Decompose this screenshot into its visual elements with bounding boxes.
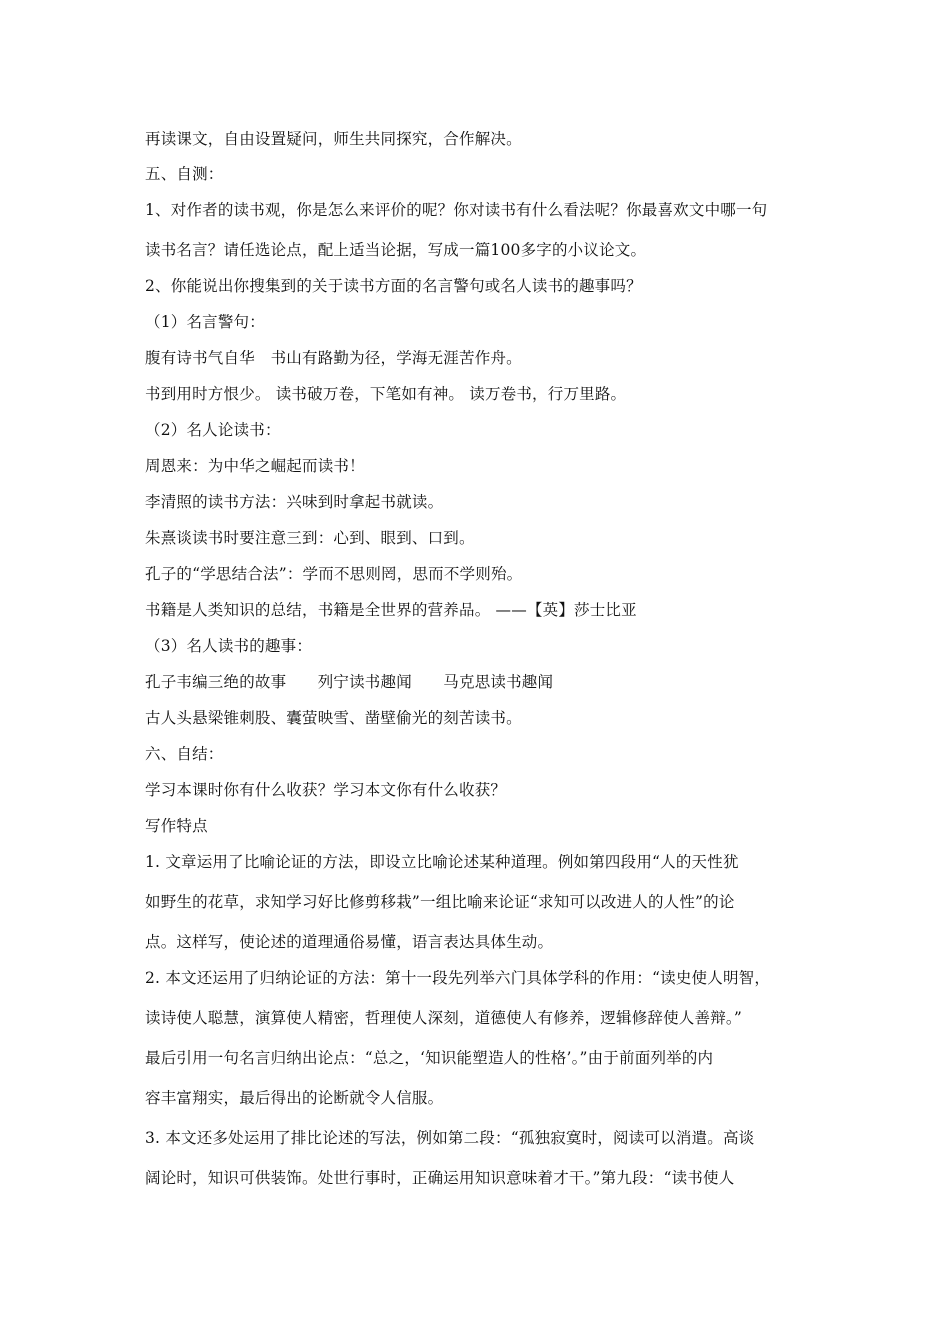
feature-1-line: 点。这样写，使论述的道理通俗易懂，语言表达具体生动。 (145, 933, 554, 951)
subheading-reading-stories: （3）名人读书的趣事： (145, 637, 313, 655)
quote-line: 书到用时方恨少。 读书破万卷，下笔如有神。 读万卷书，行万里路。 (145, 385, 627, 403)
famous-quote-line: 孔子的“学思结合法”：学而不思则罔，思而不学则殆。 (145, 565, 523, 583)
question-2-line: 2、你能说出你搜集到的关于读书方面的名言警句或名人读书的趣事吗？ (145, 277, 642, 295)
feature-2-line: 2. 本文还运用了归纳论证的方法：第十一段先列举六门具体学科的作用：“读史使人明智， (145, 969, 771, 987)
subheading-quotes: （1）名言警句： (145, 313, 265, 331)
feature-2-line: 读诗使人聪慧，演算使人精密，哲理使人深刻，道德使人有修养，逻辑修辞使人善辩。” (145, 1009, 742, 1027)
famous-quote-line: 书籍是人类知识的总结，书籍是全世界的营养品。 ——【英】莎士比亚 (145, 601, 637, 619)
feature-2-line: 容丰富翔实，最后得出的论断就令人信服。 (145, 1089, 444, 1107)
story-line: 孔子韦编三绝的故事 列宁读书趣闻 马克思读书趣闻 (145, 673, 554, 691)
question-1-line: 读书名言？请任选论点，配上适当论据，写成一篇100多字的小议论文。 (145, 241, 647, 259)
famous-quote-line: 朱熹谈读书时要注意三到：心到、眼到、口到。 (145, 529, 475, 547)
section-heading-self-test: 五、自测： (145, 165, 224, 183)
feature-3-line: 3. 本文还多处运用了排比论述的写法，例如第二段：“孤独寂寞时，阅读可以消遣。高谈 (145, 1129, 755, 1147)
paragraph-line: 再读课文，自由设置疑问，师生共同探究，合作解决。 (145, 130, 522, 148)
famous-quote-line: 周恩来：为中华之崛起而读书！ (145, 457, 365, 475)
story-line: 古人头悬梁锥刺股、囊萤映雪、凿壁偷光的刻苦读书。 (145, 709, 522, 727)
section-heading-writing-features: 写作特点 (145, 817, 208, 835)
feature-1-line: 1. 文章运用了比喻论证的方法，即设立比喻论述某种道理。例如第四段用“人的天性犹 (145, 853, 739, 871)
section-heading-summary: 六、自结： (145, 745, 224, 763)
summary-line: 学习本课时你有什么收获？学习本文你有什么收获？ (145, 781, 507, 799)
feature-1-line: 如野生的花草，求知学习好比修剪移栽”一组比喻来论证“求知可以改进人的人性”的论 (145, 893, 735, 911)
question-1-line: 1、对作者的读书观，你是怎么来评价的呢？你对读书有什么看法呢？你最喜欢文中哪一句 (145, 201, 768, 219)
famous-quote-line: 李清照的读书方法：兴味到时拿起书就读。 (145, 493, 444, 511)
feature-3-line: 阔论时，知识可供装饰。处世行事时，正确运用知识意味着才干。”第九段：“读书使人 (145, 1169, 735, 1187)
subheading-famous-on-reading: （2）名人论读书： (145, 421, 281, 439)
feature-2-line: 最后引用一句名言归纳出论点：“总之，‘知识能塑造人的性格’。”由于前面列举的内 (145, 1049, 714, 1067)
quote-line: 腹有诗书气自华 书山有路勤为径，学海无涯苦作舟。 (145, 349, 522, 367)
